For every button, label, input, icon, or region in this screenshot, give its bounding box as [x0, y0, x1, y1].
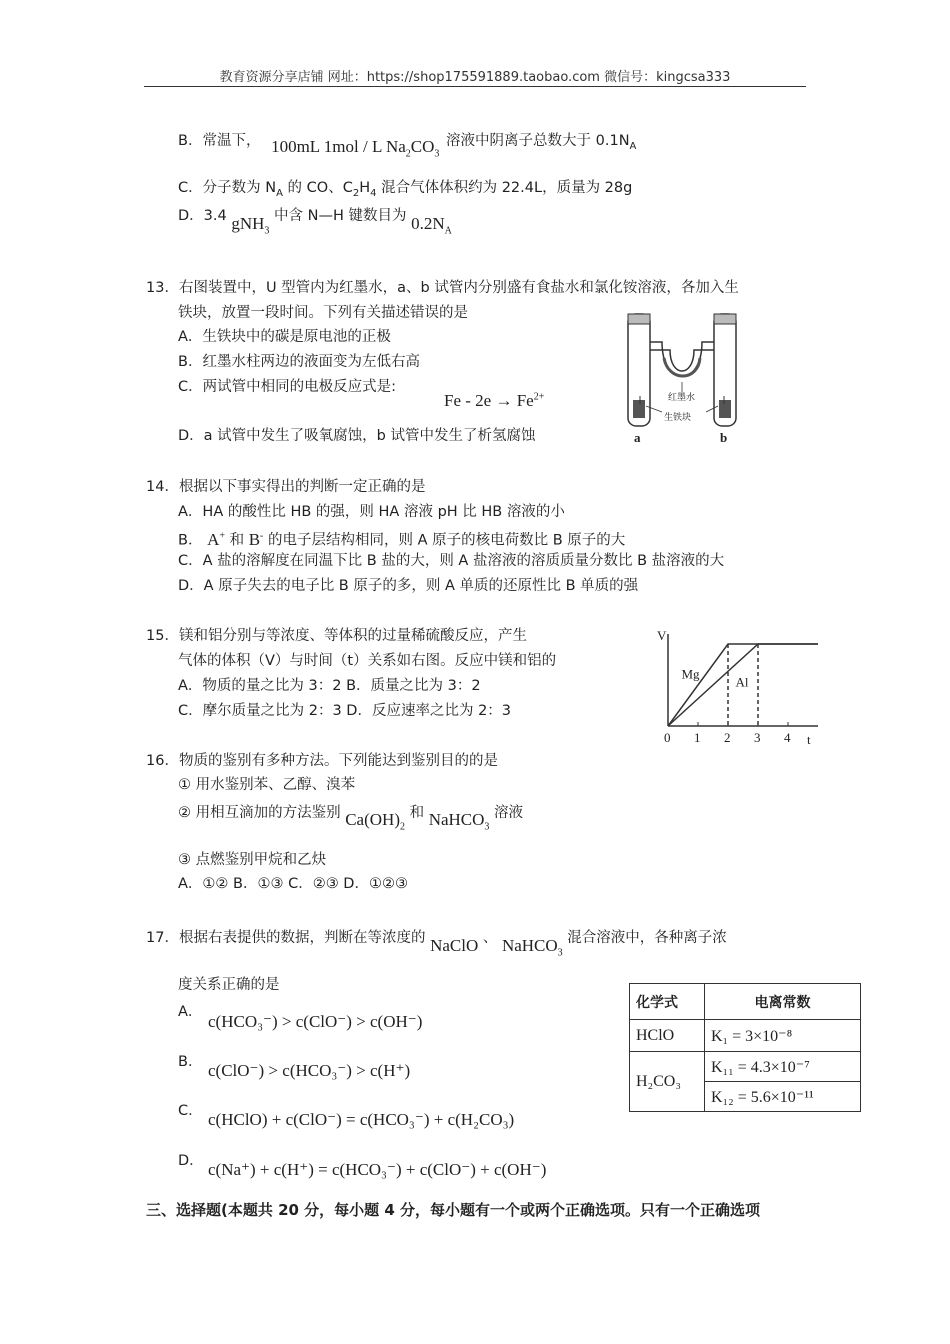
page-header: 教育资源分享店铺 网址：https://shop175591889.taobao.com 微信号：kingcsa333: [219, 70, 731, 85]
section-3-heading: 三、选择题(本题共 20 分，每小题 4 分，每小题有一个或两个正确选项。只有一个正确选项: [146, 1201, 761, 1219]
q16-options: A．①② B．①③ C．②③ D．①②③: [178, 876, 408, 892]
label-tube-b: b: [720, 430, 728, 445]
q15-stem-line2: 气体的体积（V）与时间（t）关系如右图。反应中镁和铝的: [178, 653, 557, 669]
q15-options-cd: C．摩尔质量之比为 2：3 D．反应速率之比为 2：3: [178, 703, 512, 719]
q12-d-math: gNH$_3$: [231, 214, 270, 237]
q12-d-value: $0.2N_A$: [411, 214, 452, 237]
q13-option-b: B．红墨水柱两边的液面变为左低右高: [178, 354, 420, 370]
q16-item-1: ① 用水鉴别苯、乙醇、溴苯: [178, 777, 356, 793]
chart-x-label: t: [807, 732, 811, 747]
x-tick-label-3: 3: [754, 730, 761, 745]
q12-option-d: D．3.4 gNH$_3$ 中含 N—H 键数目为 $0.2N_A$: [178, 208, 452, 237]
x-tick-label-1: 1: [694, 730, 701, 745]
q17-option-a-label: A．: [178, 1004, 203, 1020]
series-label-al: Al: [735, 674, 749, 690]
table-hclo: HClO: [630, 1020, 705, 1052]
q16-sodium-bicarbonate: NaHCO$_3$: [428, 810, 490, 833]
u-tube-figure: [618, 308, 748, 448]
q15-options-ab: A．物质的量之比为 3：2 B．质量之比为 3：2: [178, 678, 481, 694]
q17-option-d-label: D．: [178, 1153, 204, 1169]
x-tick-label-0: 0: [664, 730, 671, 745]
header-rule: [144, 86, 806, 87]
q12-b-math: 100mL 1mol / L $Na_2CO_3$: [271, 137, 440, 160]
q17-option-b-expr: c(ClO⁻) > c(HCO₃⁻) > c(H⁺): [208, 1061, 411, 1080]
q17-stem-line1: 17．根据右表提供的数据，判断在等浓度的 NaClO 、 NaHCO$_3$ 混合溶液中，各种离子浓: [146, 930, 727, 959]
q13-stem-line1: 13．右图装置中，U 型管内为红墨水，a、b 试管内分别盛有食盐水和氯化铵溶液，各加入生: [146, 280, 739, 296]
q12-option-b: B．常温下， 100mL 1mol / L $Na_2CO_3$ 溶液中阴离子总数大于 $0.1N_A$: [178, 133, 637, 160]
x-tick-label-2: 2: [724, 730, 731, 745]
q16-stem: 16．物质的鉴别有多种方法。下列能达到鉴别目的的是: [146, 753, 498, 769]
label-tube-a: a: [634, 430, 641, 445]
ionization-constant-table: [629, 983, 861, 1112]
x-tick-label-4: 4: [784, 730, 791, 745]
q14-option-a: A．HA 的酸性比 HB 的强，则 HA 溶液 pH 比 HB 溶液的小: [178, 504, 565, 520]
label-iron-block: 生铁块: [664, 413, 692, 423]
q17-option-b-label: B．: [178, 1054, 203, 1070]
table-h2co3-k1: K₁₁ = 4.3×10⁻⁷: [705, 1052, 861, 1082]
q12-option-c: C．分子数为 $N_A$ 的 CO、$C_2H_4$ 混合气体体积约为 22.4L，质量为 28g: [178, 180, 633, 199]
q13-option-a: A．生铁块中的碳是原电池的正极: [178, 329, 391, 345]
q17-nahco3: NaHCO$_3$: [501, 936, 563, 959]
v-t-chart: [652, 624, 822, 750]
q17-stem-line2: 度关系正确的是: [178, 977, 280, 993]
q17-option-a-expr: c(HCO₃⁻) > c(ClO⁻) > c(OH⁻): [208, 1012, 423, 1031]
chart-y-label: V: [657, 628, 667, 643]
q13-equation: $Fe - 2e \to Fe^{2+}$: [444, 391, 545, 410]
q14-ion-b: B-: [248, 529, 264, 549]
q17-option-c-label: C．: [178, 1103, 203, 1119]
q16-item-3: ③ 点燃鉴别甲烷和乙炔: [178, 852, 327, 868]
q12-b-tail: 溶液中阴离子总数大于 0.1N: [446, 133, 630, 149]
q16-calcium-hydroxide: $Ca(OH)_2$: [345, 810, 405, 833]
q16-item-2: ② 用相互滴加的方法鉴别 $Ca(OH)_2$ 和 NaHCO$_3$ 溶液: [178, 805, 524, 833]
q13-stem-line2: 铁块，放置一段时间。下列有关描述错误的是: [178, 305, 468, 321]
q13-option-d: D．a 试管中发生了吸氧腐蚀，b 试管中发生了析氢腐蚀: [178, 428, 536, 444]
q14-option-c: C．A 盐的溶解度在同温下比 B 盐的大，则 A 盐溶液的溶质质量分数比 B 盐溶液的大: [178, 553, 725, 569]
q17-option-d-expr: c(Na⁺) + c(H⁺) = c(HCO₃⁻) + c(ClO⁻) + c(OH⁻): [208, 1160, 547, 1179]
table-header-constant: 电离常数: [705, 984, 861, 1020]
q12-b-label: B．常温下，: [178, 133, 261, 149]
series-label-mg: Mg: [681, 666, 700, 682]
table-header-formula: 化学式: [630, 984, 705, 1020]
q15-stem-line1: 15．镁和铝分别与等浓度、等体积的过量稀硫酸反应，产生: [146, 628, 527, 644]
q14-option-d: D．A 原子失去的电子比 B 原子的多，则 A 单质的还原性比 B 单质的强: [178, 578, 639, 594]
table-h2co3: H₂CO₃: [630, 1052, 705, 1112]
q17-naclo: NaClO: [430, 936, 479, 955]
table-h2co3-k2: K₁₂ = 5.6×10⁻¹¹: [705, 1082, 861, 1112]
q14-stem: 14．根据以下事实得出的判断一定正确的是: [146, 479, 426, 495]
q14-option-b: B． A+ 和 B- 的电子层结构相同，则 A 原子的核电荷数比 B 原子的大: [178, 529, 626, 549]
q14-ion-a: A+: [207, 529, 225, 549]
table-hclo-k: K₁ = 3×10⁻⁸: [705, 1020, 861, 1052]
q17-option-c-expr: c(HClO) + c(ClO⁻) = c(HCO₃⁻) + c(H₂CO₃): [208, 1110, 515, 1129]
q13-option-c: C．两试管中相同的电极反应式是:: [178, 379, 397, 395]
label-red-ink: 红墨水: [668, 393, 696, 403]
